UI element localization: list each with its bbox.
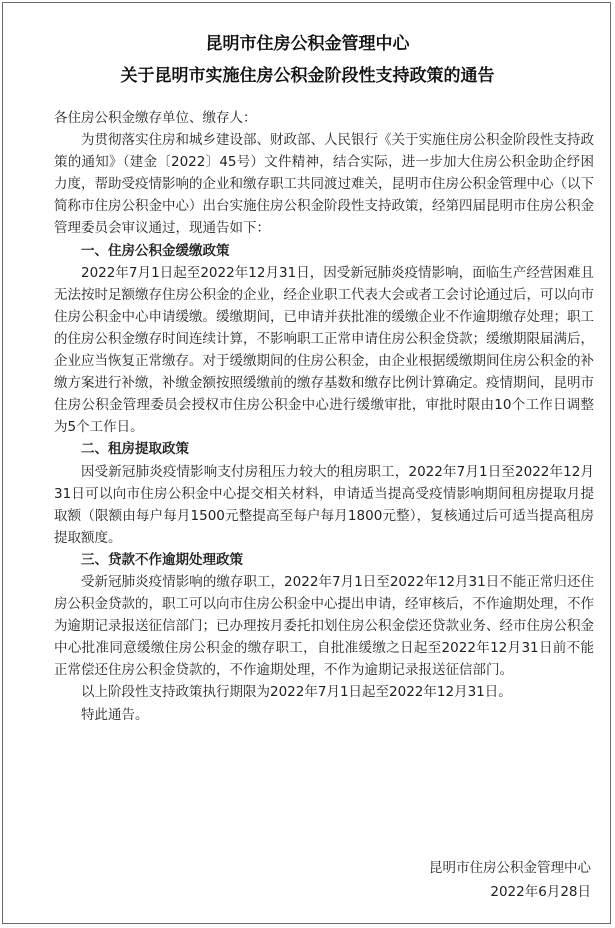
closing-line: 特此通告。: [81, 706, 149, 723]
issuer-signature: 昆明市住房公积金管理中心: [429, 860, 591, 876]
section-2-heading: 二、租房提取政策: [81, 441, 189, 458]
section-3-paragraph: 受新冠肺炎疫情影响的缴存职工，2022年7月1日至2022年12月31日不能正常归还住房公积金贷款的，职工可以向市住房公积金中心提出申请，经审核后，不作逾期处理，不作为逾期记录报送征信部门；已办理按月委托扣划住房公积金偿还贷款业务、经市住房公积金中心批准同意缓缴住房公积金的缴存职工，自批准缓缴之日起至2022年12月31日前不能正常偿还住房公积金贷款的，不作逾期处理，不作为逾期记录报送征信部门。: [54, 573, 594, 679]
issue-date: 2022年6月28日: [490, 884, 591, 900]
section-1-heading: 一、住房公积金缓缴政策: [81, 242, 230, 259]
intro-paragraph: 为贯彻落实住房和城乡建设部、财政部、人民银行《关于实施住房公积金阶段性支持政策的通知》（建金〔2022〕45号）文件精神，结合实际，进一步加大住房公积金助企纾困力度，帮助受疫情影响的企业和缴存职工共同渡过难关，昆明市住房公积金管理中心（以下简称市住房公积金中心）出台实施住房公积金阶段性支持政策，经第四届昆明市住房公积金管理委员会审议通过，现通告如下：: [54, 132, 594, 237]
section-2-paragraph: 因受新冠肺炎疫情影响支付房租压力较大的租房职工，2022年7月1日至2022年12月31日可以向市住房公积金中心提交相关材料，申请适当提高受疫情影响期间租房提取月提取额（限额由每户每月1500元整提高至每户每月1800元整），复核通过后可适当提高租房提取额度。: [54, 463, 594, 546]
notice-body: [54, 107, 594, 726]
section-3-heading: 三、贷款不作逾期处理政策: [81, 551, 243, 568]
title-line-2: 关于昆明市实施住房公积金阶段性支持政策的通告: [120, 66, 495, 86]
section-1-paragraph: 2022年7月1日起至2022年12月31日，因受新冠肺炎疫情影响，面临生产经营困难且无法按时足额缴存住房公积金的企业，经企业职工代表大会或者工会讨论通过后，可以向市住房公积金中心申请缓缴。缓缴期间，已申请并获批准的缓缴企业不作逾期缴存处理；职工的住房公积金缴存时间连续计算，不影响职工正常申请住房公积金贷款；缓缴期限届满后，企业应当恢复正常缴存。对于缓缴期间的住房公积金，由企业根据缓缴期间住房公积金的补缴方案进行补缴，补缴金额按照缓缴前的缴存基数和缴存比例计算确定。疫情期间，昆明市住房公积金管理委员会授权市住房公积金中心进行缓缴审批，审批时限由10个工作日调整为5个工作日。: [54, 264, 594, 436]
policy-period: 以上阶段性支持政策执行期限为2022年7月1日起至2022年12月31日。: [81, 684, 512, 701]
salutation: 各住房公积金缴存单位、缴存人：: [54, 110, 257, 126]
title-line-1: 昆明市住房公积金管理中心: [205, 34, 410, 54]
